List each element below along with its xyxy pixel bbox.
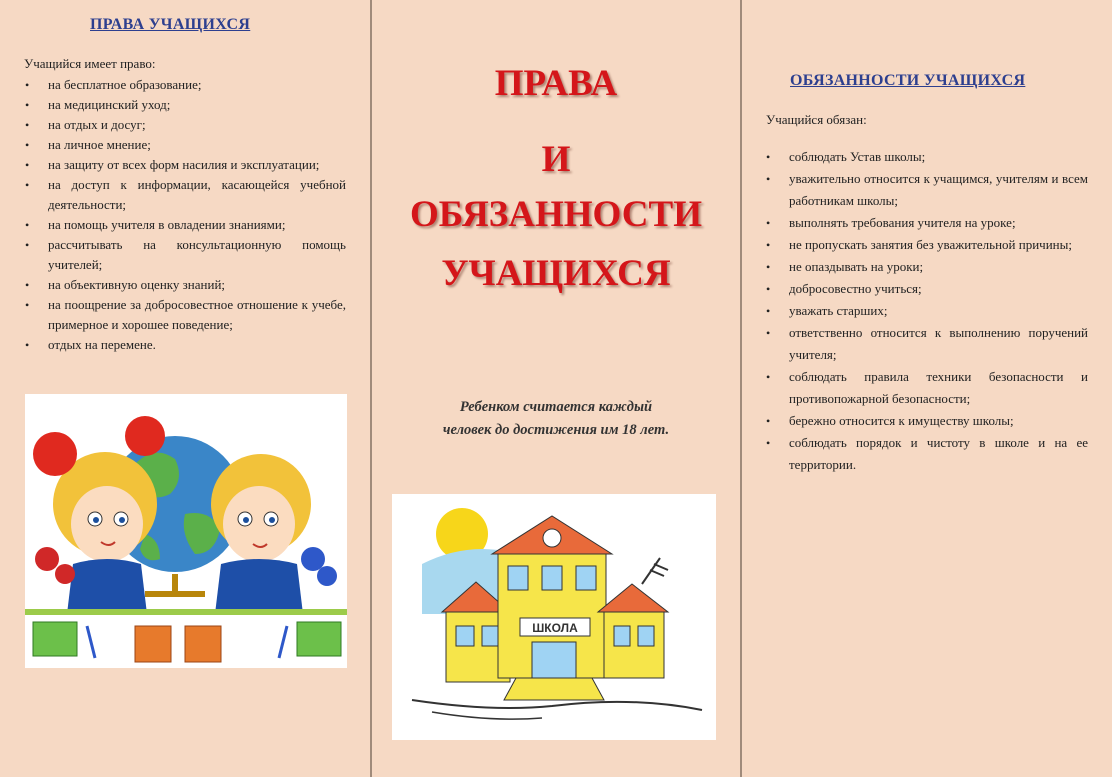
- rights-heading: ПРАВА УЧАЩИХСЯ: [90, 16, 251, 33]
- title-line-1: ПРАВА: [494, 63, 618, 104]
- rights-item: • отдых на перемене.: [22, 335, 346, 355]
- duties-item: • добросовестно учиться;: [764, 278, 1088, 300]
- duties-item: • не опаздывать на уроки;: [764, 256, 1088, 278]
- rights-item: • на защиту от всех форм насилия и эксплуатации;: [22, 155, 346, 175]
- duties-panel: [742, 0, 1112, 777]
- duties-item: • соблюдать порядок и чистоту в школе и на ее территории.: [764, 432, 1088, 476]
- duties-item: • ответственно относится к выполнению поручений учителя;: [764, 322, 1088, 366]
- title-panel: [372, 0, 740, 777]
- child-definition-note: [390, 396, 722, 442]
- title-line-4: УЧАЩИХСЯ: [441, 253, 671, 294]
- rights-item: • на поощрение за добросовестное отношение к учебе, примерное и хорошее поведение;: [22, 295, 346, 335]
- rights-item: • на личное мнение;: [22, 135, 346, 155]
- rights-item: • на объективную оценку знаний;: [22, 275, 346, 295]
- title-line-3: ОБЯЗАННОСТИ: [410, 194, 702, 235]
- note-line-1: Ребенком считается каждый: [459, 399, 653, 415]
- duties-item: • выполнять требования учителя на уроке;: [764, 212, 1088, 234]
- duties-item: • соблюдать Устав школы;: [764, 146, 1088, 168]
- rights-item: • на отдых и досуг;: [22, 115, 346, 135]
- rights-item: • на медицинский уход;: [22, 95, 346, 115]
- rights-intro: Учащийся имеет право:: [24, 56, 156, 71]
- duties-heading: ОБЯЗАННОСТИ УЧАЩИХСЯ: [790, 72, 1026, 89]
- title-line-2: И: [541, 139, 571, 180]
- rights-item: • на бесплатное образование;: [22, 75, 346, 95]
- duties-item: • не пропускать занятия без уважительной причины;: [764, 234, 1088, 256]
- duties-item: • соблюдать правила техники безопасности и противопожарной безопасности;: [764, 366, 1088, 410]
- note-line-2: человек до достижения им 18 лет.: [442, 422, 670, 438]
- children-with-globe-illustration: [25, 394, 347, 668]
- duties-item: • бережно относится к имуществу школы;: [764, 410, 1088, 432]
- rights-item: • рассчитывать на консультационную помощь учителей;: [22, 235, 346, 275]
- duties-item: • уважать старших;: [764, 300, 1088, 322]
- school-sign-text: ШКОЛА: [532, 621, 578, 635]
- duties-intro: Учащийся обязан:: [766, 112, 867, 127]
- school-building-illustration: [392, 494, 716, 740]
- rights-item: • на доступ к информации, касающейся учебной деятельности;: [22, 175, 346, 215]
- rights-panel: [0, 0, 370, 777]
- duties-item: • уважительно относится к учащимся, учителям и всем работникам школы;: [764, 168, 1088, 212]
- rights-item: • на помощь учителя в овладении знаниями;: [22, 215, 346, 235]
- duties-list: [764, 146, 1088, 476]
- rights-list: [22, 75, 346, 355]
